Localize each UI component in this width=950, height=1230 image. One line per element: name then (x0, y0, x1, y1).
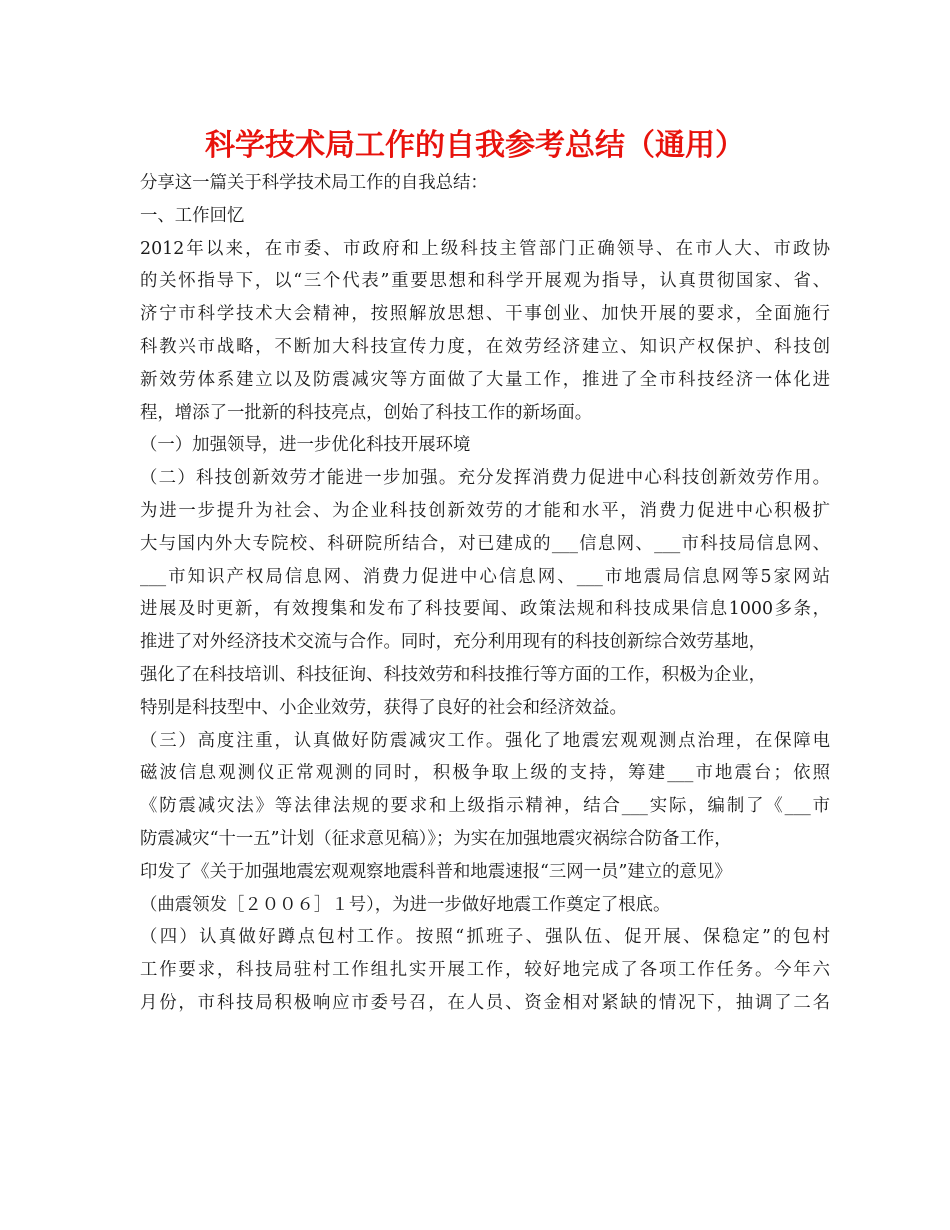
section-heading: 一、工作回忆 (140, 205, 245, 226)
paragraph-line: 2012年以来，在市委、市政府和上级科技主管部门正确领导、在市人大、市政协 (140, 238, 830, 259)
paragraph-line: 的关怀指导下，以“三个代表”重要思想和科学开展观为指导，认真贯彻国家、省、 (140, 271, 830, 292)
paragraph-line: 工作要求，科技局驻村工作组扎实开展工作，较好地完成了各项工作任务。今年六 (140, 960, 830, 981)
paragraph-line: 《防震减灾法》等法律法规的要求和上级指示精神，结合___实际，编制了《___市 (140, 796, 830, 817)
paragraph-line: 月份，市科技局积极响应市委号召，在人员、资金相对紧缺的情况下，抽调了二名 (140, 992, 830, 1013)
paragraph-line: （四）认真做好蹲点包村工作。按照“抓班子、强队伍、促开展、保稳定”的包村 (140, 927, 830, 948)
paragraph-line: 程，增添了一批新的科技亮点，创始了科技工作的新场面。 (140, 402, 593, 423)
subsection-heading: （一）加强领导，进一步优化科技开展环境 (140, 435, 471, 456)
paragraph-line: （三）高度注重，认真做好防震减灾工作。强化了地震宏观观测点治理，在保障电 (140, 730, 830, 751)
paragraph-line: 分享这一篇关于科学技术局工作的自我总结： (140, 173, 488, 193)
paragraph-line: 为进一步提升为社会、为企业科技创新效劳的才能和水平，消费力促进中心积极扩 (140, 500, 830, 521)
paragraph-line: 印发了《关于加强地震宏观观察地震科普和地震速报“三网一员”建立的意见》 (140, 861, 732, 882)
paragraph-line: 新效劳体系建立以及防震减灾等方面做了大量工作，推进了全市科技经济一体化进 (140, 369, 830, 390)
paragraph-line: 强化了在科技培训、科技征询、科技效劳和科技推行等方面的工作，积极为企业， (140, 664, 767, 685)
paragraph-line: （曲震领发［２００６］１号），为进一步做好地震工作奠定了根底。 (140, 894, 671, 915)
document-title: 科学技术局工作的自我参考总结（通用） (205, 128, 745, 163)
paragraph-line: 大与国内外大专院校、科研院所结合，对已建成的___信息网、___市科技局信息网、 (140, 533, 830, 554)
paragraph-line: ___市知识产权局信息网、消费力促进中心信息网、___市地震局信息网等5家网站 (140, 566, 830, 587)
paragraph-line: （二）科技创新效劳才能进一步加强。充分发挥消费力促进中心科技创新效劳作用。 (140, 468, 830, 489)
paragraph-line: 科教兴市战略，不断加大科技宣传力度，在效劳经济建立、知识产权保护、科技创 (140, 336, 830, 357)
paragraph-line: 特别是科技型中、小企业效劳，获得了良好的社会和经济效益。 (140, 697, 627, 718)
paragraph-line: 进展及时更新，有效搜集和发布了科技要闻、政策法规和科技成果信息1000多条， (140, 599, 830, 620)
paragraph-line: 磁波信息观测仪正常观测的同时，积极争取上级的支持，筹建___市地震台；依照 (140, 763, 830, 784)
paragraph-line: 推进了对外经济技术交流与合作。同时，充分利用现有的科技创新综合效劳基地， (140, 632, 767, 653)
paragraph-line: 济宁市科学技术大会精神，按照解放思想、干事创业、加快开展的要求，全面施行 (140, 304, 830, 325)
document-body (140, 167, 830, 1020)
paragraph-line: 防震减灾“十一五”计划（征求意见稿）》；为实在加强地震灾祸综合防备工作， (140, 828, 732, 849)
